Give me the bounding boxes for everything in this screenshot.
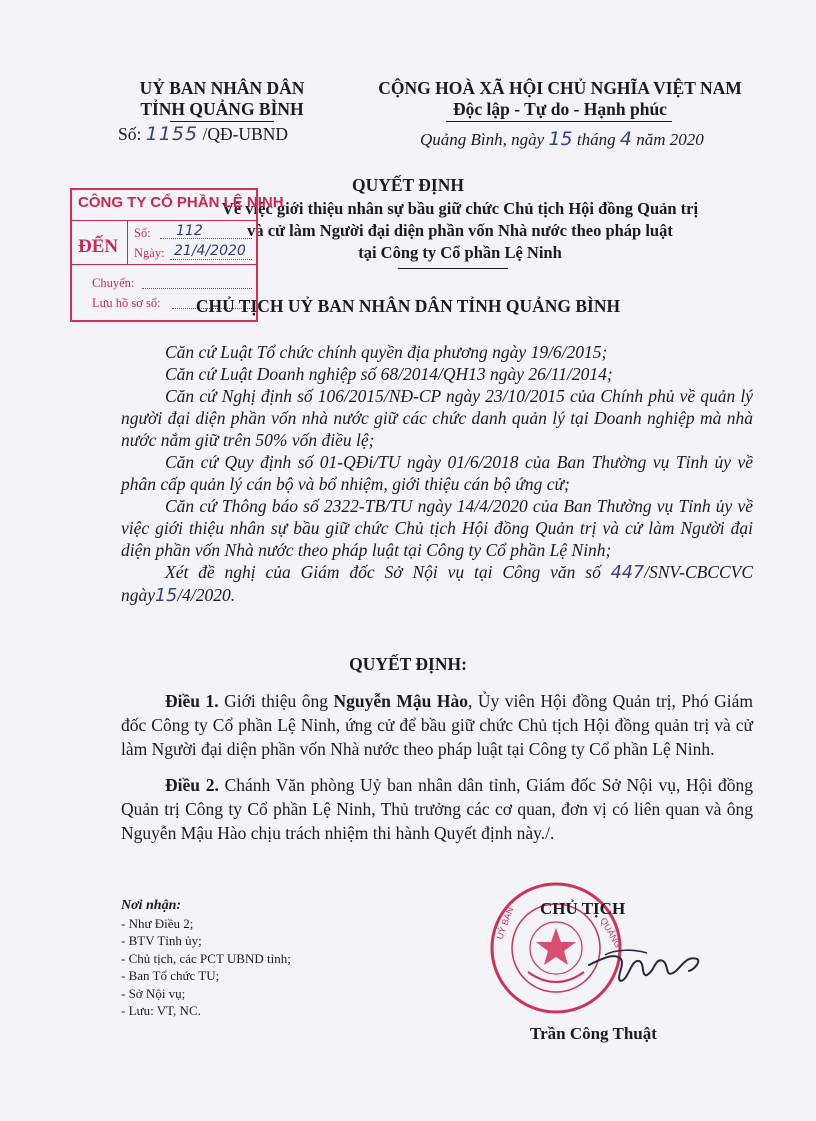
legal-bases	[121, 341, 753, 607]
subject-underline	[398, 268, 508, 269]
recipient-item: - Sở Nội vụ;	[121, 985, 186, 1001]
recipients-list	[121, 897, 291, 1020]
proposal-basis: Xét đề nghị của Giám đốc Sở Nội vụ tại Công văn số 447/SNV-CBCCVC ngày15/4/2020.	[121, 562, 754, 606]
recipient-item: - Ban Tổ chức TU;	[121, 968, 220, 983]
decision-heading: QUYẾT ĐỊNH:	[349, 654, 467, 674]
signature-icon	[585, 935, 705, 995]
stamp-ngay-label: Ngày:	[134, 246, 165, 260]
motto: Độc lập - Tự do - Hạnh phúc	[453, 99, 667, 119]
recipient-item: - Chủ tịch, các PCT UBND tỉnh;	[121, 950, 291, 966]
basis-item: Căn cứ Nghị định số 106/2015/NĐ-CP ngày 23/10/2015 của Chính phủ về quản lý người đại diện phần vốn nhà nước giữ các chức danh quản lý tại Doanh nghiệp mà nhà nước nắm giữ trên 50% vốn điều lệ;	[121, 386, 753, 450]
national-motto-block	[355, 78, 765, 120]
svg-text:QUẢNG: QUẢNG	[598, 916, 624, 950]
date-prefix: Quảng Bình, ngày	[420, 130, 545, 149]
stamp-den: ĐẾN	[78, 236, 119, 257]
basis-item: Căn cứ Thông báo số 2322-TB/TU ngày 14/4/2020 của Ban Thường vụ Tỉnh ủy về việc giới thiệu nhân sự bầu giữ chức Chủ tịch Hội đồng Quản trị và cử làm Người đại diện phần vốn Nhà nước theo pháp luật tại Công ty Cổ phần Lệ Ninh;	[121, 496, 753, 560]
signer-name: Trần Công Thuật	[530, 1024, 657, 1043]
recipient-item: - Như Điều 2;	[121, 915, 194, 931]
proposal-day: 15	[155, 586, 178, 606]
so-label: Số:	[118, 124, 142, 144]
stamp-luu-label: Lưu hồ sơ số:	[92, 296, 161, 310]
issuer-underline	[170, 121, 274, 122]
subject-line-2: và cử làm Người đại diện phần vốn Nhà nước theo pháp luật	[247, 221, 673, 240]
subject-line-1: Về việc giới thiệu nhân sự bầu giữ chức Chủ tịch Hội đồng Quản trị	[221, 199, 699, 218]
svg-text:UỶ BAN: UỶ BAN	[494, 905, 516, 941]
article-2: Điều 2. Chánh Văn phòng Uỷ ban nhân dân tỉnh, Giám đốc Sở Nội vụ, Hội đồng Quản trị Công ty Cổ phần Lệ Ninh, Thủ trưởng các cơ quan, đơn vị có liên quan và ông Nguyễn Mậu Hào chịu trách nhiệm thi hành Quyết định này./.	[121, 775, 754, 843]
issuer-line-1: UỶ BAN NHÂN DÂN	[139, 78, 305, 98]
subject-line-3: tại Công ty Cổ phần Lệ Ninh	[358, 243, 562, 262]
stamp-company: CÔNG TY CỔ PHẦN LỆ NINH	[78, 194, 284, 211]
document-number	[118, 123, 288, 145]
document-title: QUYẾT ĐỊNH	[352, 175, 464, 195]
motto-underline	[446, 121, 672, 122]
date-month-label: tháng	[576, 130, 616, 149]
stamp-ngay-value: 21/4/2020	[174, 243, 246, 259]
so-suffix: /QĐ-UBND	[202, 124, 289, 144]
document-date	[420, 128, 704, 150]
signer-title: CHỦ TỊCH	[540, 899, 626, 918]
country-name: CỘNG HOÀ XÃ HỘI CHỦ NGHĨA VIỆT NAM	[378, 78, 742, 98]
date-year: năm 2020	[636, 130, 704, 149]
nominee-name: Nguyễn Mậu Hào	[333, 691, 468, 711]
articles	[121, 689, 753, 845]
recipient-item: - Lưu: VT, NC.	[121, 1003, 201, 1018]
stamp-chuyen-label: Chuyển:	[92, 276, 135, 290]
basis-item: Căn cứ Luật Tổ chức chính quyền địa phương ngày 19/6/2015;	[165, 342, 608, 362]
date-day: 15	[548, 128, 573, 150]
issuer-block	[112, 78, 332, 120]
basis-item: Căn cứ Luật Doanh nghiệp số 68/2014/QH13 ngày 26/11/2014;	[165, 364, 613, 384]
issuer-line-2: TỈNH QUẢNG BÌNH	[140, 99, 304, 119]
article-1: Điều 1. Giới thiệu ông Nguyễn Mậu Hào, Ủy viên Hội đồng Quản trị, Phó Giám đốc Công ty Cổ phần Lệ Ninh, ứng cử để bầu giữ chức Chủ tịch Hội đồng quản trị và cử làm Người đại diện phần vốn Nhà nước theo pháp luật tại Công ty Cổ phần Lệ Ninh.	[121, 691, 754, 759]
stamp-so-label: Số:	[134, 226, 151, 240]
so-handwritten-number: 1155	[145, 123, 199, 145]
proposal-number: 447	[610, 563, 645, 583]
date-month: 4	[619, 128, 632, 150]
stamp-so-value: 112	[176, 223, 203, 239]
recipients-heading: Nơi nhận:	[121, 898, 182, 913]
basis-item: Căn cứ Quy định số 01-QĐi/TU ngày 01/6/2018 của Ban Thường vụ Tỉnh ủy về phân cấp quản lý cán bộ và bổ nhiệm, giới thiệu cán bộ ứng cử;	[121, 452, 753, 494]
recipient-item: - BTV Tỉnh ủy;	[121, 933, 202, 948]
authority-heading: CHỦ TỊCH UỶ BAN NHÂN DÂN TỈNH QUẢNG BÌNH	[195, 296, 621, 316]
